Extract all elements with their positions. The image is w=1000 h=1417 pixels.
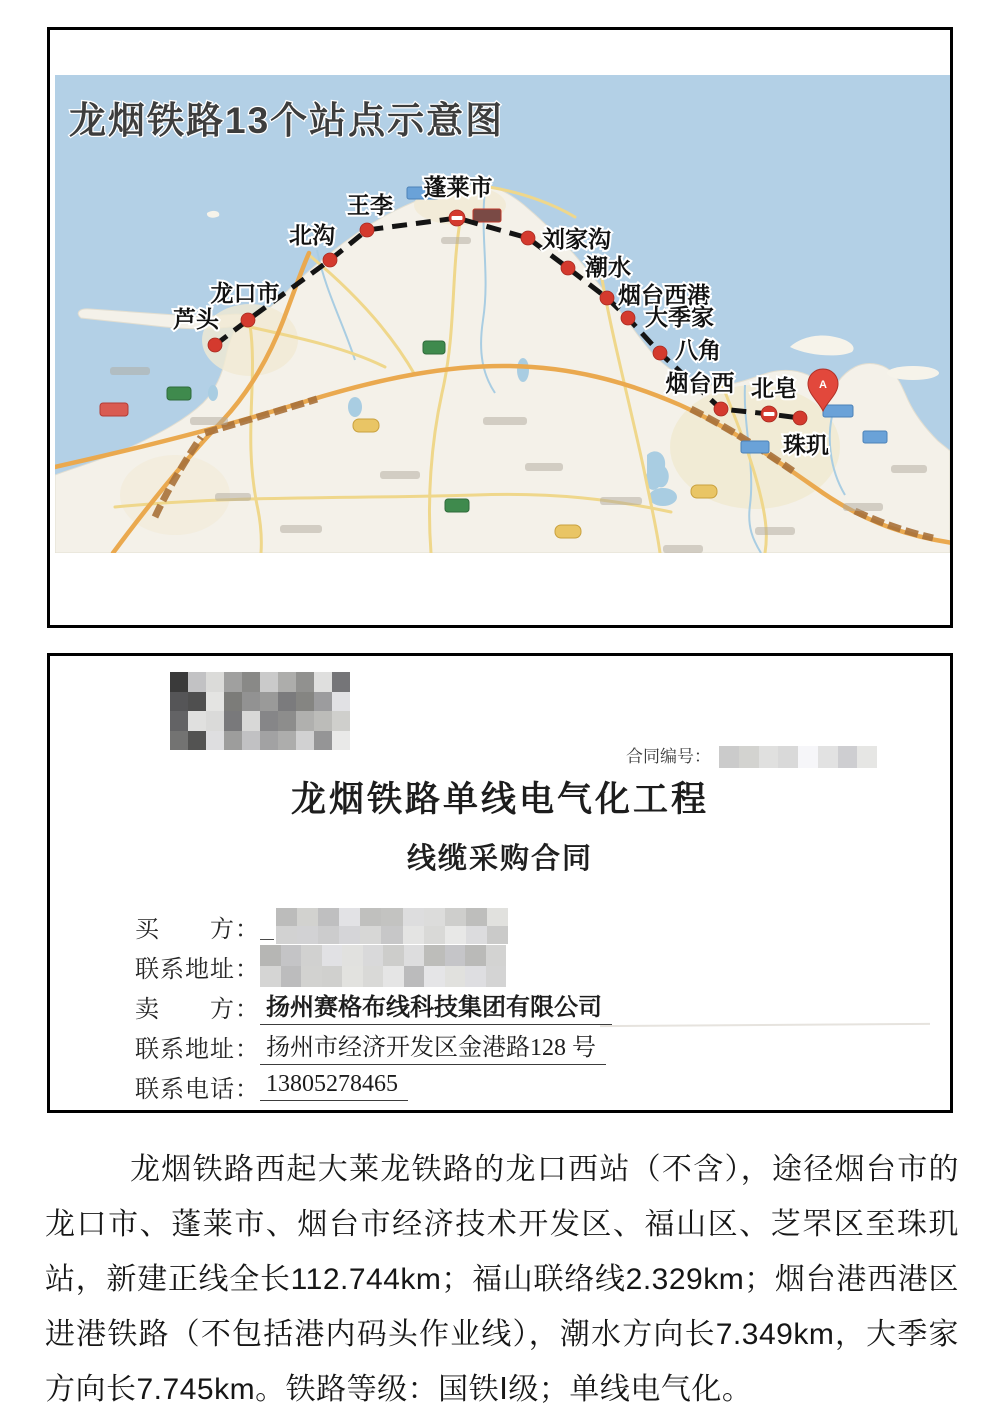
contract-title: 龙烟铁路单线电气化工程 xyxy=(290,780,709,819)
contract-subtitle: 线缆采购合同 xyxy=(406,843,593,875)
station-label: 龙口市 xyxy=(210,280,280,306)
station-label: 芦头 xyxy=(173,306,219,332)
seller-address: 扬州市经济开发区金港路128 号 xyxy=(260,1027,606,1065)
field-phone xyxy=(135,1066,940,1106)
station-dot xyxy=(521,231,535,245)
station-dot xyxy=(241,313,255,327)
field-buyer-address xyxy=(135,946,940,986)
station-label: 烟台西 xyxy=(665,370,735,396)
field-label: 联系地址： xyxy=(135,1036,260,1063)
contract-number-label: 合同编号： xyxy=(626,747,711,766)
field-label: 联系地址： xyxy=(135,956,260,983)
station-label: 烟台西港 xyxy=(618,282,710,308)
station-label: 北皂 xyxy=(751,375,797,401)
field-buyer xyxy=(135,906,940,946)
contract-fields xyxy=(135,906,940,1106)
railway-map xyxy=(55,75,950,553)
station-label: 大季家 xyxy=(645,304,714,330)
redacted-logo xyxy=(170,672,350,750)
contract-number-row xyxy=(50,742,877,768)
field-seller xyxy=(135,986,940,1026)
station-dot xyxy=(793,411,807,425)
station-label: 八角 xyxy=(675,337,721,363)
station-dot xyxy=(208,338,222,352)
station-dot xyxy=(323,253,337,267)
pin-letter: A xyxy=(819,379,827,391)
station-dot xyxy=(621,311,635,325)
seller-phone: 13805278465 xyxy=(260,1071,408,1101)
station-label: 珠玑 xyxy=(783,432,829,458)
station-label: 潮水 xyxy=(585,254,631,280)
map-title: 龙烟铁路13个站点示意图 xyxy=(69,100,505,141)
field-label: 买 方： xyxy=(135,916,260,943)
station-dot xyxy=(653,346,667,360)
station-label: 蓬莱市 xyxy=(423,174,493,200)
redacted-buyer xyxy=(276,908,508,944)
station-dot xyxy=(714,402,728,416)
redacted-contract-number xyxy=(719,746,877,768)
station-dot xyxy=(360,223,374,237)
underscore-mark xyxy=(260,913,274,940)
field-label: 联系电话： xyxy=(135,1076,260,1103)
station-label: 刘家沟 xyxy=(542,226,611,252)
body-paragraph: 龙烟铁路西起大莱龙铁路的龙口西站（不含），途径烟台市的龙口市、蓬莱市、烟台市经济技术开发区、福山区、芝罘区至珠玑站，新建正线全长112.744km；福山联络线2.329km；烟台港西港区进港铁路（不包括港内码头作业线），潮水方向长7.349km，大季家方向长7.745km。铁路等级：国铁Ⅰ级；单线电气化。 xyxy=(45,1153,959,1406)
field-seller-address xyxy=(135,1026,940,1066)
field-label: 卖 方： xyxy=(135,996,260,1023)
contract-document xyxy=(47,653,953,1113)
seller-name: 扬州赛格布线科技集团有限公司 xyxy=(260,987,612,1025)
station-dot xyxy=(561,261,575,275)
redacted-address xyxy=(260,945,506,987)
station-dot xyxy=(600,291,614,305)
station-bar xyxy=(452,216,463,220)
station-bar xyxy=(764,412,775,416)
map-figure xyxy=(47,27,953,628)
station-label: 北沟 xyxy=(289,222,335,248)
station-label: 王李 xyxy=(347,192,393,218)
